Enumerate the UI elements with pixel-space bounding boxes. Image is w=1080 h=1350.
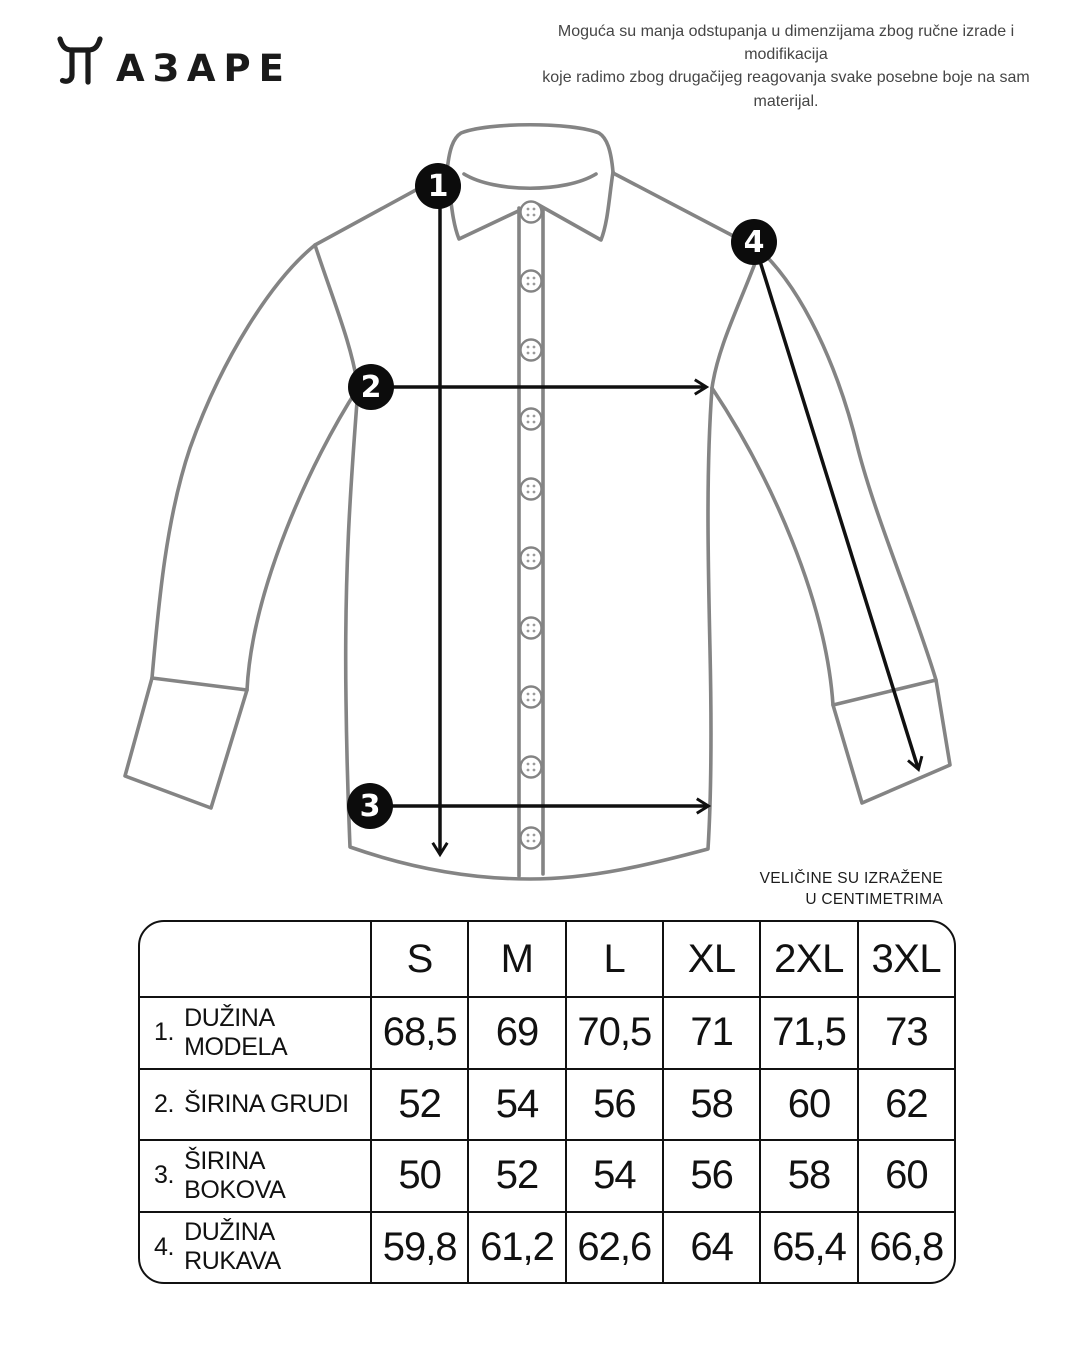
- value-cell: 64: [662, 1211, 759, 1283]
- row-label-text: ŠIRINA GRUDI: [184, 1089, 349, 1118]
- value-cell: 59,8: [370, 1211, 467, 1283]
- size-table: [138, 920, 956, 1284]
- value-cell: 71,5: [759, 996, 856, 1068]
- size-col-header-l: L: [565, 922, 662, 996]
- marker-3-hips: 3: [347, 783, 393, 829]
- value-cell: 56: [662, 1139, 759, 1211]
- size-col-header-m: M: [467, 922, 564, 996]
- units-note-line-2: U CENTIMETRIMA: [805, 890, 943, 908]
- value-cell: 52: [370, 1068, 467, 1140]
- value-cell: 60: [759, 1068, 856, 1140]
- value-cell: 54: [565, 1139, 662, 1211]
- row-number: 1.: [154, 1018, 175, 1047]
- value-cell: 52: [467, 1139, 564, 1211]
- value-cell: 58: [662, 1068, 759, 1140]
- brand-logo-text: АЗАРЕ: [116, 47, 292, 85]
- row-label-duzina-modela: [140, 996, 370, 1068]
- value-cell: 50: [370, 1139, 467, 1211]
- row-number: 4.: [154, 1232, 175, 1261]
- size-col-header-s: S: [370, 922, 467, 996]
- row-label-text: ŠIRINA BOKOVA: [184, 1146, 286, 1204]
- value-cell: 58: [759, 1139, 856, 1211]
- size-col-header-2xl: 2XL: [759, 922, 856, 996]
- value-cell: 70,5: [565, 996, 662, 1068]
- row-number: 3.: [154, 1161, 175, 1190]
- value-cell: 71: [662, 996, 759, 1068]
- value-cell: 68,5: [370, 996, 467, 1068]
- value-cell: 60: [857, 1139, 954, 1211]
- collar-outer: [447, 125, 613, 172]
- size-col-header-xl: XL: [662, 922, 759, 996]
- value-cell: 62: [857, 1068, 954, 1140]
- collar-neckband: [464, 174, 596, 188]
- row-label-duzina-rukava: [140, 1211, 370, 1283]
- row-label-text: DUŽINA RUKAVA: [184, 1218, 281, 1276]
- row-label-sirina-grudi: [140, 1068, 370, 1140]
- left-sleeve: [125, 245, 358, 808]
- value-cell: 65,4: [759, 1211, 856, 1283]
- right-sleeve: [712, 250, 950, 803]
- row-label-sirina-bokova: [140, 1139, 370, 1211]
- value-cell: 73: [857, 996, 954, 1068]
- disclaimer-line-1: Moguća su manja odstupanja u dimenzijama zbog ručne izrade i modifikacija: [557, 23, 1015, 64]
- measurement-arrows: [370, 192, 918, 853]
- marker-4-sleeve: 4: [731, 219, 777, 265]
- value-cell: 54: [467, 1068, 564, 1140]
- left-cuff-seam: [152, 678, 247, 690]
- row-number: 2.: [154, 1089, 175, 1118]
- value-cell: 56: [565, 1068, 662, 1140]
- value-cell: 61,2: [467, 1211, 564, 1283]
- value-cell: 69: [467, 996, 564, 1068]
- table-corner-cell: [140, 922, 370, 996]
- marker-1-length: 1: [415, 163, 461, 209]
- value-cell: 66,8: [857, 1211, 954, 1283]
- right-cuff-seam: [833, 680, 936, 705]
- disclaimer-line-2: koje radimo zbog drugačijeg reagovanja svake posebne boje na sam materijal.: [542, 69, 1030, 110]
- button-placket: [521, 202, 542, 849]
- marker-2-chest: 2: [348, 364, 394, 410]
- units-note-line-1: VELIČINE SU IZRAŽENE: [759, 870, 943, 887]
- size-col-header-3xl: 3XL: [857, 922, 954, 996]
- row-label-text: DUŽINA MODELA: [184, 1003, 288, 1061]
- value-cell: 62,6: [565, 1211, 662, 1283]
- units-note: [760, 869, 943, 911]
